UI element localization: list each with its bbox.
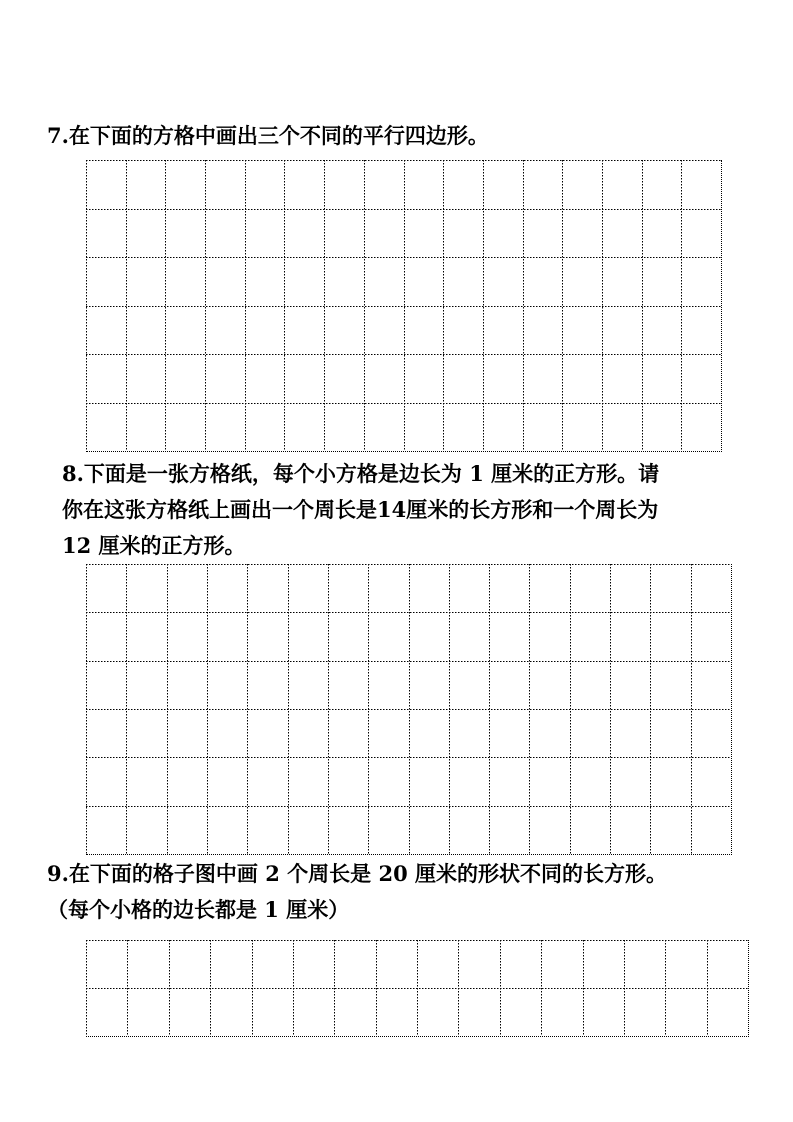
- question-9-line-1: 9.在下面的格子图中画 2 个周长是 20 厘米的形状不同的长方形。: [47, 861, 668, 886]
- grid-question-7[interactable]: [86, 160, 722, 452]
- grid-lines: [86, 940, 748, 1036]
- grid-question-8[interactable]: [86, 564, 732, 855]
- grid-lines: [86, 160, 721, 451]
- question-8-line-1: 8.下面是一张方格纸，每个小方格是边长为 1 厘米的正方形。请: [62, 461, 660, 486]
- question-7-text: 7.在下面的方格中画出三个不同的平行四边形。: [47, 123, 489, 148]
- question-8: [62, 456, 659, 564]
- grid-question-9[interactable]: [86, 940, 749, 1037]
- question-9: [47, 856, 667, 928]
- question-8-line-3: 12 厘米的正方形。: [62, 533, 246, 558]
- grid-lines: [86, 564, 731, 854]
- question-8-line-2: 你在这张方格纸上画出一个周长是14厘米的长方形和一个周长为: [62, 497, 659, 522]
- question-9-line-2: （每个小格的边长都是 1 厘米）: [47, 897, 350, 922]
- question-7: [47, 118, 489, 154]
